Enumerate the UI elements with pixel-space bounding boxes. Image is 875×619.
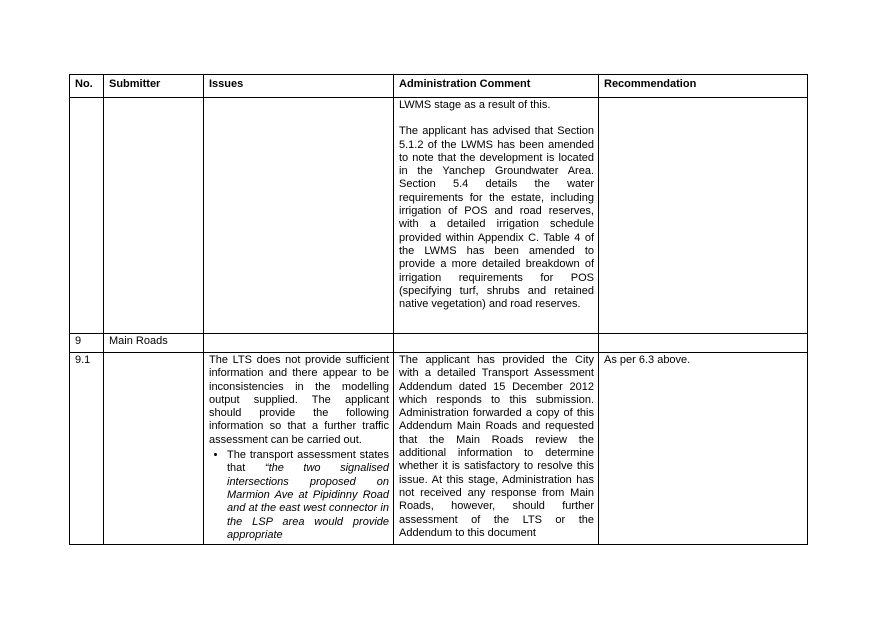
cell-submitter (104, 353, 204, 545)
cell-issues (204, 334, 394, 353)
header-row (70, 75, 808, 98)
table-row-9 (70, 334, 808, 353)
issue-paragraph: The LTS does not provide sufficient information and there appear to be inconsistencies in the modelling output supplied. The applicant should provide the following information so that a further traffic assessment can be carried out. (209, 354, 389, 446)
cell-comment (394, 353, 599, 545)
cell-issues (204, 353, 394, 545)
cell-submitter (104, 98, 204, 334)
header-submitter: Submitter (104, 75, 204, 98)
comment-paragraph: LWMS stage as a result of this. (399, 99, 551, 111)
bullet-text: The transport assessment states that (227, 449, 389, 475)
header-recommendation: Recommendation (599, 75, 808, 98)
cell-no: 9 (70, 334, 104, 353)
cell-no (70, 98, 104, 334)
cell-recommendation: As per 6.3 above. (599, 353, 808, 545)
cell-recommendation (599, 334, 808, 353)
submissions-table (69, 74, 808, 545)
cell-recommendation (599, 98, 808, 334)
table-row-continued (70, 98, 808, 334)
cell-comment (394, 334, 599, 353)
cell-issues (204, 98, 394, 334)
cell-no: 9.1 (70, 353, 104, 545)
header-no: No. (70, 75, 104, 98)
cell-submitter: Main Roads (104, 334, 204, 353)
bullet-quote: “the two signalised intersections proposed on Marmion Ave at Pipidinny Road and at the east west connector in the LSP area would provide appropriate (227, 462, 390, 541)
table-row-9-1 (70, 353, 808, 545)
issue-bullet-list (209, 449, 389, 542)
header-administration-comment: Administration Comment (394, 75, 599, 98)
header-issues: Issues (204, 75, 394, 98)
comment-paragraph: The applicant has provided the City with a detailed Transport Assessment Addendum dated 15 December 2012 which responds to this submission. Administration forwarded a copy of this Addendum Main Roads and requested that the Main Roads review the additional information to determine whether it is satisfactory to resolve this issue. At this stage, Administration has not received any response from Main Roads, however, should further assessment of the LTS or the Addendum to this document (399, 354, 594, 539)
comment-paragraph: The applicant has advised that Section 5.1.2 of the LWMS has been amended to note that the development is located in the Yanchep Groundwater Area. Section 5.4 details the water requirements for the estate, including irrigation of POS and road reserves, with a detailed irrigation schedule provided within Appendix C. Table 4 of the LWMS has been amended to provide a more detailed breakdown of irrigation requirements for POS (specifying turf, shrubs and retained native vegetation) and road reserves. (399, 125, 594, 311)
cell-comment (394, 98, 599, 334)
list-item (227, 449, 389, 542)
